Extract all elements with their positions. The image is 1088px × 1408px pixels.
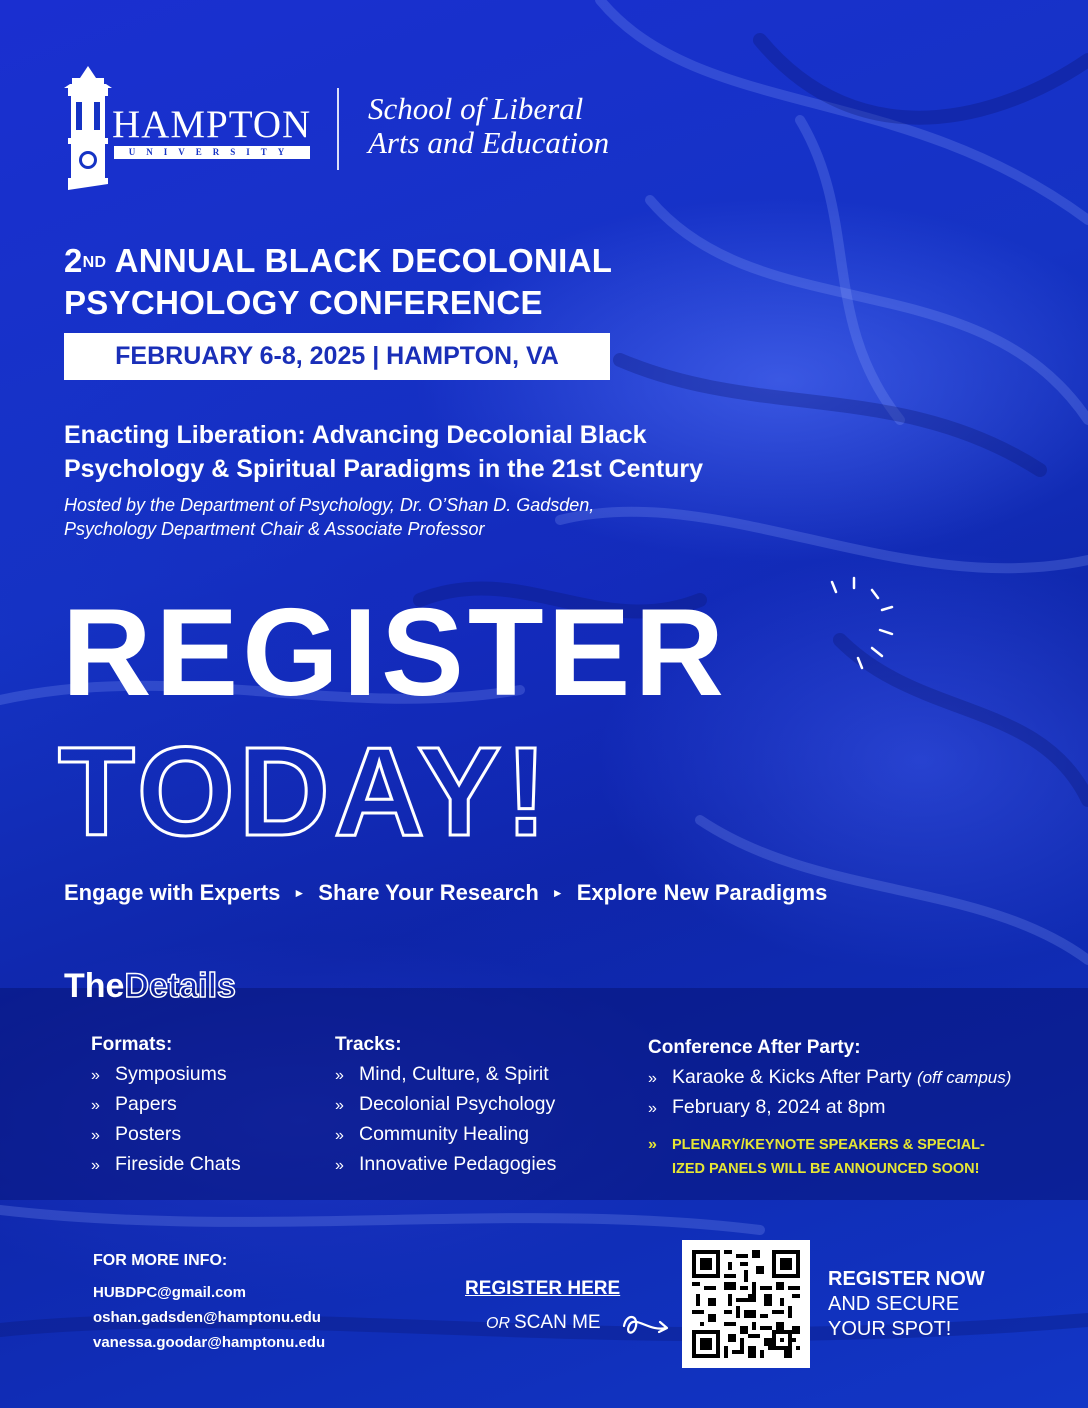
format-posters: Posters — [115, 1123, 182, 1145]
list-item — [648, 1063, 1011, 1093]
email-goodar[interactable]: vanessa.goodar@hamptonu.edu — [93, 1334, 326, 1351]
details-heading-outline: Details — [124, 967, 236, 1005]
tracks-heading: Tracks: — [335, 1034, 402, 1055]
scan-me-label — [486, 1310, 601, 1337]
list-item — [335, 1150, 556, 1180]
format-fireside-chats: Fireside Chats — [115, 1153, 241, 1175]
register-now-text: REGISTER NOW — [828, 1268, 985, 1290]
logo-divider — [337, 88, 339, 170]
track-innovative-pedagogies: Innovative Pedagogies — [359, 1153, 557, 1175]
engage-tagline — [64, 878, 827, 911]
engage-item-paradigms: Explore New Paradigms — [576, 880, 828, 905]
list-item — [648, 1093, 1011, 1123]
secure-line2: YOUR SPOT! — [828, 1318, 952, 1340]
bullet-icon: » — [648, 1100, 657, 1117]
list-item — [335, 1060, 556, 1090]
qr-code-icon — [692, 1250, 800, 1358]
secure-line1: AND SECURE — [828, 1293, 960, 1315]
bullet-icon: » — [335, 1067, 344, 1084]
conference-ordinal: 2 — [64, 242, 83, 279]
list-item — [91, 1150, 241, 1180]
bullet-icon: » — [335, 1097, 344, 1114]
party-event: Karaoke & Kicks After Party — [672, 1066, 912, 1088]
bullet-icon: » — [91, 1097, 100, 1114]
announce-line2: IZED PANELS WILL BE ANNOUNCED SOON! — [672, 1161, 980, 1177]
track-mind-culture-spirit: Mind, Culture, & Spirit — [359, 1063, 549, 1085]
bullet-icon: » — [335, 1127, 344, 1144]
format-papers: Papers — [115, 1093, 177, 1115]
register-here-link[interactable]: REGISTER HERE — [465, 1278, 621, 1299]
conference-theme — [64, 418, 884, 486]
conference-title-line2: PSYCHOLOGY CONFERENCE — [64, 284, 543, 321]
spark-lines-icon — [826, 574, 906, 674]
track-community-healing: Community Healing — [359, 1123, 530, 1145]
track-decolonial-psychology: Decolonial Psychology — [359, 1093, 556, 1115]
conference-title — [64, 240, 612, 324]
bullet-icon: » — [91, 1067, 100, 1084]
list-item — [335, 1120, 556, 1150]
bullet-icon: » — [91, 1127, 100, 1144]
details-heading — [64, 964, 236, 1008]
university-wordmark: UNIVERSITY — [114, 146, 310, 159]
engage-item-experts: Engage with Experts — [64, 880, 281, 905]
hosted-line1: Hosted by the Department of Psychology, Dr. O’Shan D. Gadsden, — [64, 495, 595, 515]
after-party-heading: Conference After Party: — [648, 1037, 861, 1058]
hosted-by — [64, 493, 824, 541]
curly-arrow-icon — [620, 1308, 672, 1342]
conference-ordinal-suffix: ND — [82, 254, 107, 271]
clock-tower-icon — [62, 66, 114, 192]
details-heading-solid: The — [64, 967, 125, 1005]
party-date: February 8, 2024 at 8pm — [672, 1096, 886, 1118]
theme-line2: Psychology & Spiritual Paradigms in the 21st Century — [64, 455, 704, 483]
date-location-banner: FEBRUARY 6-8, 2025 | HAMPTON, VA — [64, 333, 610, 380]
more-info-heading: FOR MORE INFO: — [93, 1252, 228, 1269]
after-party-column — [648, 1035, 1011, 1181]
party-location-note: (off campus) — [916, 1068, 1012, 1087]
hampton-logo — [62, 66, 662, 196]
announce-line1: PLENARY/KEYNOTE SPEAKERS & SPECIAL- — [672, 1137, 985, 1153]
today-headline: TODAY! — [58, 721, 552, 862]
school-name-line2: Arts and Education — [368, 125, 610, 160]
engage-item-research: Share Your Research — [318, 880, 539, 905]
email-gadsden[interactable]: oshan.gadsden@hamptonu.edu — [93, 1309, 321, 1326]
theme-line1: Enacting Liberation: Advancing Decolonial Black — [64, 421, 647, 449]
tracks-column — [335, 1032, 556, 1180]
hosted-line2: Psychology Department Chair & Associate Professor — [64, 519, 485, 539]
register-now-callout — [828, 1267, 985, 1342]
contact-info — [93, 1250, 325, 1355]
school-name — [368, 92, 609, 160]
bullet-icon: » — [648, 1136, 657, 1153]
formats-heading: Formats: — [91, 1034, 173, 1055]
registration-qr-code[interactable] — [682, 1240, 810, 1368]
list-item — [91, 1060, 241, 1090]
email-hubdpc[interactable]: HUBDPC@gmail.com — [93, 1284, 246, 1301]
bullet-icon: » — [335, 1157, 344, 1174]
or-label: OR — [486, 1315, 510, 1332]
register-headline: REGISTER — [62, 584, 728, 722]
hampton-wordmark: HAMPTON — [112, 103, 312, 146]
bullet-icon: » — [648, 1070, 657, 1087]
school-name-line1: School of Liberal — [368, 91, 584, 126]
speakers-announcement — [648, 1133, 1011, 1181]
list-item — [335, 1090, 556, 1120]
scan-me-text: SCAN ME — [514, 1312, 601, 1333]
bullet-icon: » — [91, 1157, 100, 1174]
formats-column — [91, 1032, 241, 1180]
conference-title-line1: ANNUAL BLACK DECOLONIAL — [106, 242, 613, 279]
triangle-right-icon: ► — [293, 886, 306, 900]
format-symposiums: Symposiums — [115, 1063, 227, 1085]
list-item — [91, 1090, 241, 1120]
triangle-right-icon: ► — [551, 886, 564, 900]
list-item — [91, 1120, 241, 1150]
